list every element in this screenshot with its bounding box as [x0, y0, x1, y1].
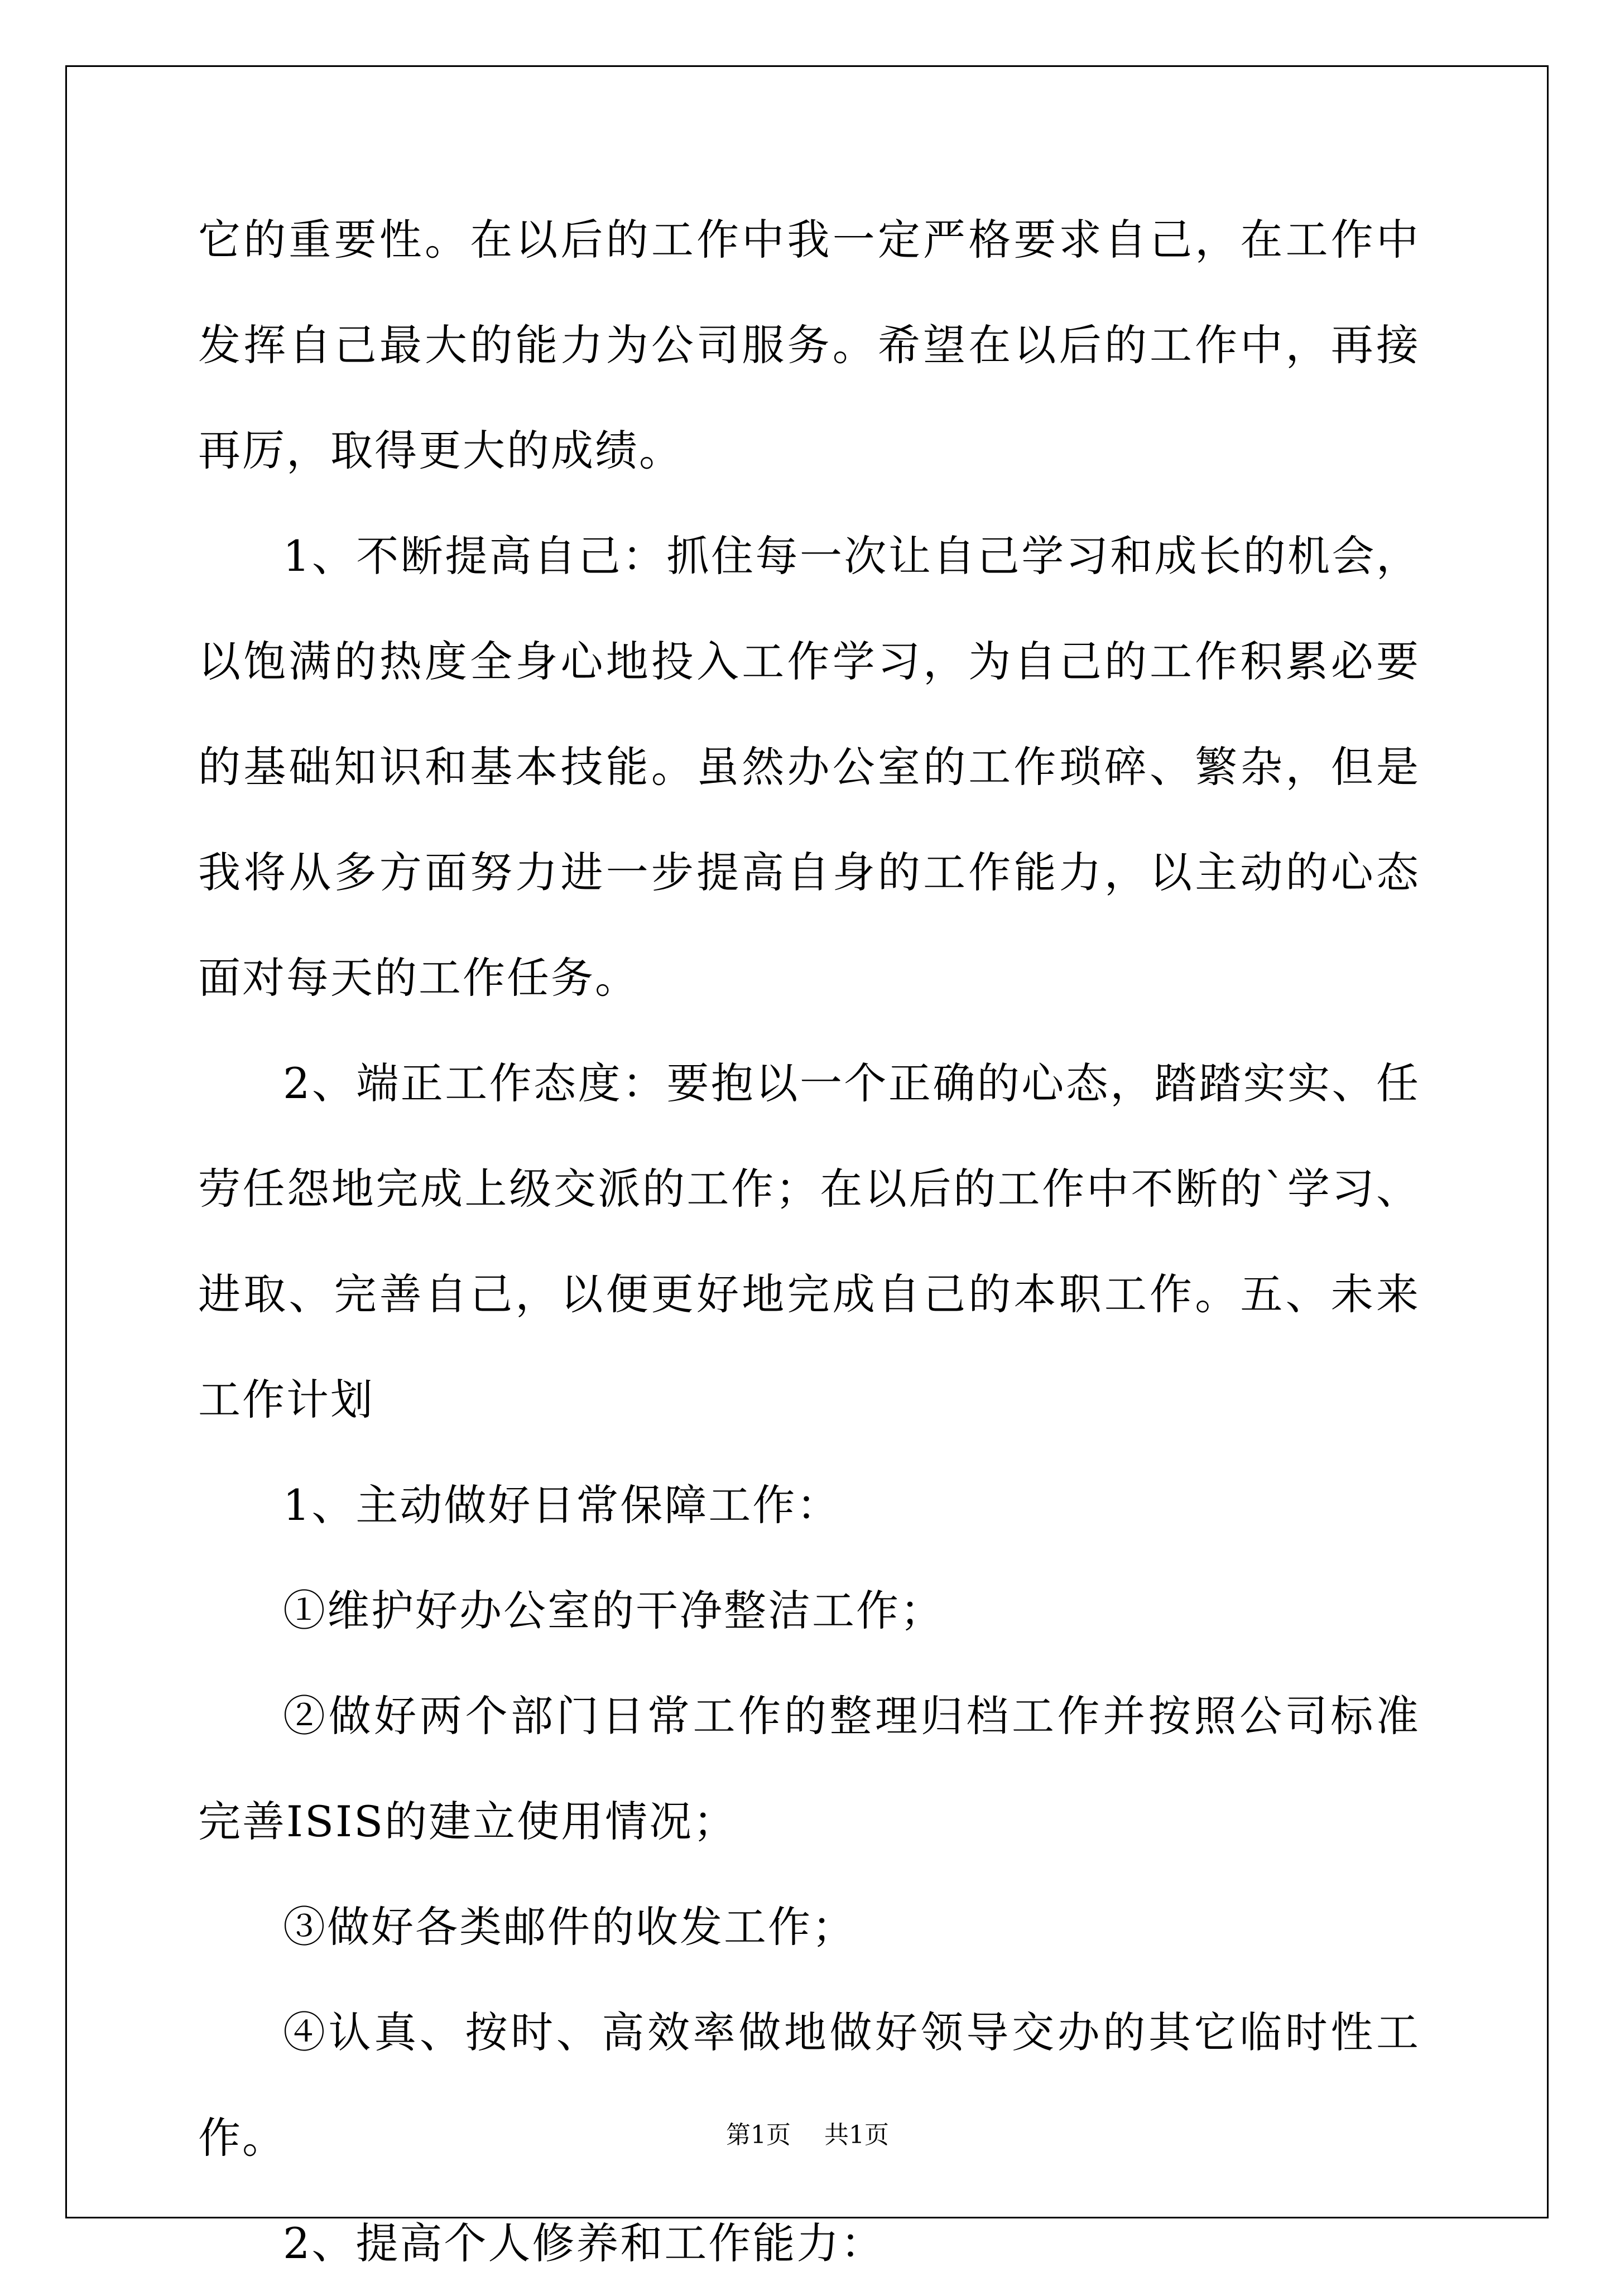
- page-number: 第1页: [726, 2121, 791, 2149]
- paragraph: 2、提高个人修养和工作能力：: [283, 2218, 885, 2268]
- paragraph: 1、不断提高自己：抓住每一次让自己学习和成长的机会，以饱满的热度全身心地投入工作学习，为自己的工作积累必要的基础知识和基本技能。虽然办公室的工作琐碎、繁杂，但是我将从多方面努力进一步提高自身的工作能力，以主动的心态面对每天的工作任务。: [198, 531, 1420, 1003]
- document-body: [198, 187, 1420, 2296]
- paragraph: ②做好两个部门日常工作的整理归档工作并按照公司标准完善ISIS的建立使用情况；: [198, 1691, 1420, 1846]
- page-total: 共1页: [824, 2121, 889, 2149]
- paragraph: ③做好各类邮件的收发工作；: [283, 1902, 856, 1952]
- paragraph: ①维护好办公室的干净整洁工作；: [283, 1586, 944, 1635]
- paragraph: 2、端正工作态度：要抱以一个正确的心态，踏踏实实、任劳任怨地完成上级交派的工作；在以后的工作中不断的`学习、进取、完善自己，以便更好地完成自己的本职工作。五、未来工作计划: [198, 1058, 1420, 1424]
- paragraph: 它的重要性。在以后的工作中我一定严格要求自己，在工作中发挥自己最大的能力为公司服务。希望在以后的工作中，再接再厉，取得更大的成绩。: [198, 215, 1420, 475]
- page-footer: [0, 2115, 1615, 2150]
- paragraph: ④认真、按时、高效率做地做好领导交办的其它临时性工作。: [198, 2008, 1420, 2163]
- paragraph: 1、主动做好日常保障工作：: [283, 1480, 841, 1530]
